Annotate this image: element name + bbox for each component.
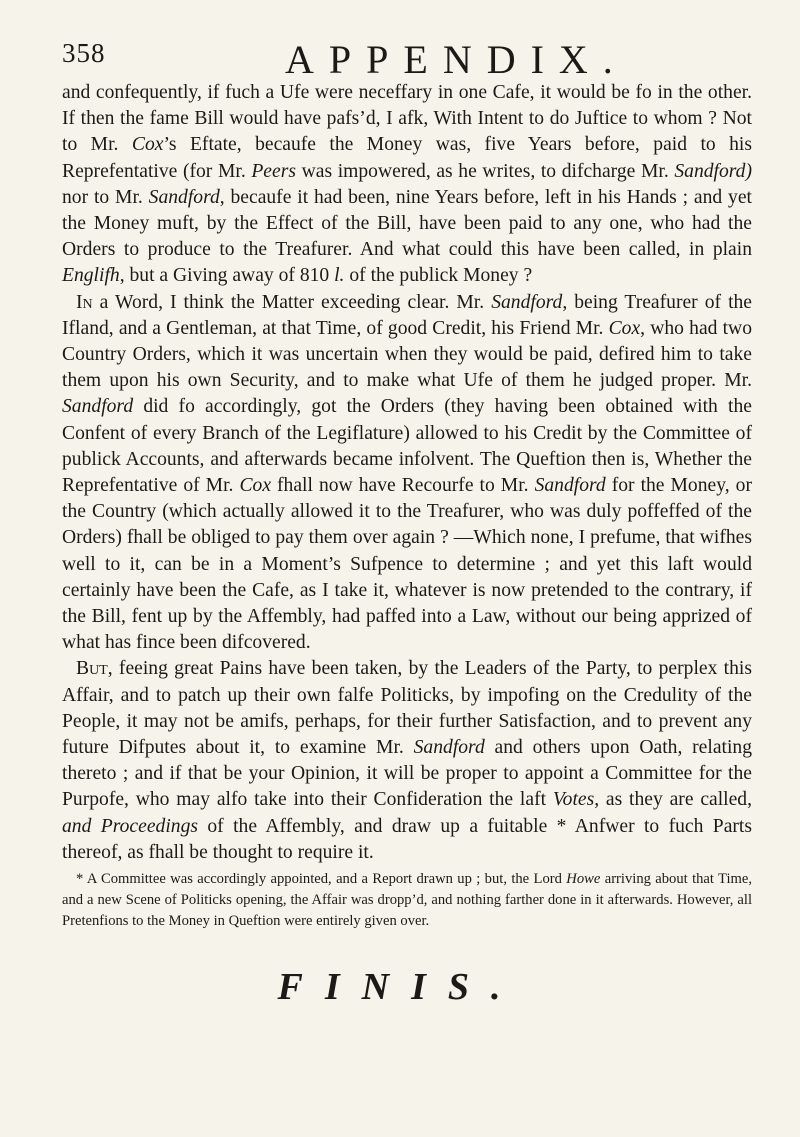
text-run: did fo accordingly, got the Orders (they having been obtained with the Confent of every Branch of the Legiflature) allowed to his Credit by the Committee of publick Accounts, and afterwards became infolvent. The Queftion then is, Whether the Reprefentative of Mr.	[62, 396, 752, 497]
italic-text: Sandford	[534, 475, 606, 497]
italic-text: Howe	[566, 871, 601, 887]
text-run: was impowered, as he writes, to difcharge Mr.	[295, 160, 675, 182]
text-run: fhall now have Recourfe to Mr.	[271, 475, 535, 497]
paragraph	[62, 656, 752, 866]
text-run: for the Money, or the Country (which actually allowed it to the Treafurer, who was duly poffeffed of the Orders) fhall be obliged to pay them over again ? —Which none, I prefume, that wifhes well to it, can be in a Moment’s Sufpence to determine ; and yet this laft would certainly have been the Cafe, as I take it, whatever is now pretended to the contrary, if the Bill, fent up by the Affembly, had paffed into a Law, without our being apprized of what has fince been difcovered.	[62, 475, 752, 654]
paragraph	[62, 80, 752, 290]
italic-text: Cox	[608, 317, 641, 339]
lead-in-word: In	[76, 291, 93, 313]
page-header	[62, 36, 750, 86]
text-run: and others upon Oath, relating thereto ; and if that be your Opinion, it will be proper to appoint a Committee for the Purpofe, who may alfo take into their Confideration the laft	[62, 737, 752, 811]
italic-text: Sandford)	[674, 160, 752, 182]
paragraph	[62, 290, 752, 657]
italic-text: Peers	[251, 160, 296, 182]
text-run: , feeing great Pains have been taken, by the Leaders of the Party, to perplex this Affair, and to patch up their own falfe Politicks, by impofing on the Credulity of the People, it may not be amifs, perhaps, for their further Satisfaction, and to prevent any future Difputes about it, to examine Mr.	[62, 658, 752, 759]
page-number: 358	[62, 38, 106, 68]
text-run: * A Committee was accordingly appointed, and a Report drawn up ; but, the Lord	[76, 871, 567, 887]
italic-text: Cox	[239, 475, 272, 497]
body-text	[62, 80, 752, 866]
text-run: , as they are called,	[594, 789, 752, 811]
text-run: a Word, I think the Matter exceeding clear. Mr.	[92, 291, 492, 313]
italic-text: Sandford	[62, 396, 134, 418]
italic-text: Englifh	[62, 265, 120, 287]
text-run: , becaufe it had been, nine Years before, left in his Hands ; and yet the Money muft, by the Effect of the Bill, have been paid to any one, who had the Orders to produce to the Treafurer. And what could this have been called, in plain	[62, 186, 752, 261]
italic-text: Sandford	[413, 737, 485, 759]
italic-text: and Proceedings	[62, 815, 198, 837]
text-run: and confequently, if fuch a Ufe were neceffary in one Cafe, it would be fo in the other. If then the fame Bill would have pafs’d, I afk, With Intent to do Juftice to whom ? Not to Mr.	[62, 82, 752, 156]
text-run: of the Affembly, and draw up a fuitable * Anfwer to fuch Parts thereof, as fhall be thought to require it.	[62, 815, 752, 863]
italic-text: Sandford	[491, 291, 563, 313]
italic-text: Cox	[131, 134, 164, 156]
italic-text: l.	[334, 265, 345, 287]
text-run: , but a Giving away of 810	[119, 265, 335, 287]
text-run: nor to Mr.	[62, 186, 149, 208]
footnote	[62, 869, 752, 932]
text-run: arriving about that Time, and a new Scene of Politicks opening, the Affair was dropp’d, and nothing farther done in it afterwards. However, all Pretenfions to the Money in Queftion were entirely given over.	[62, 871, 752, 929]
running-title: APPENDIX.	[285, 37, 628, 82]
finis-mark: FINIS.	[277, 966, 523, 1008]
footnote-text	[62, 869, 752, 932]
italic-text: Votes	[552, 789, 595, 811]
italic-text: Sandford	[148, 186, 220, 208]
text-run: of the publick Money ?	[344, 265, 533, 287]
text-run: , being Treafurer of the Ifland, and a Gentleman, at that Time, of good Credit, his Friend Mr.	[62, 291, 753, 339]
text-run: ’s Eftate, becaufe the Money was, five Years before, paid to his Reprefentative (for Mr.	[62, 134, 752, 182]
text-run: , who had two Country Orders, which it was uncertain when they would be paid, defired him to take them upon his own Security, and to make what Ufe of them he judged proper. Mr.	[62, 317, 752, 392]
lead-in-word: But	[76, 658, 108, 680]
